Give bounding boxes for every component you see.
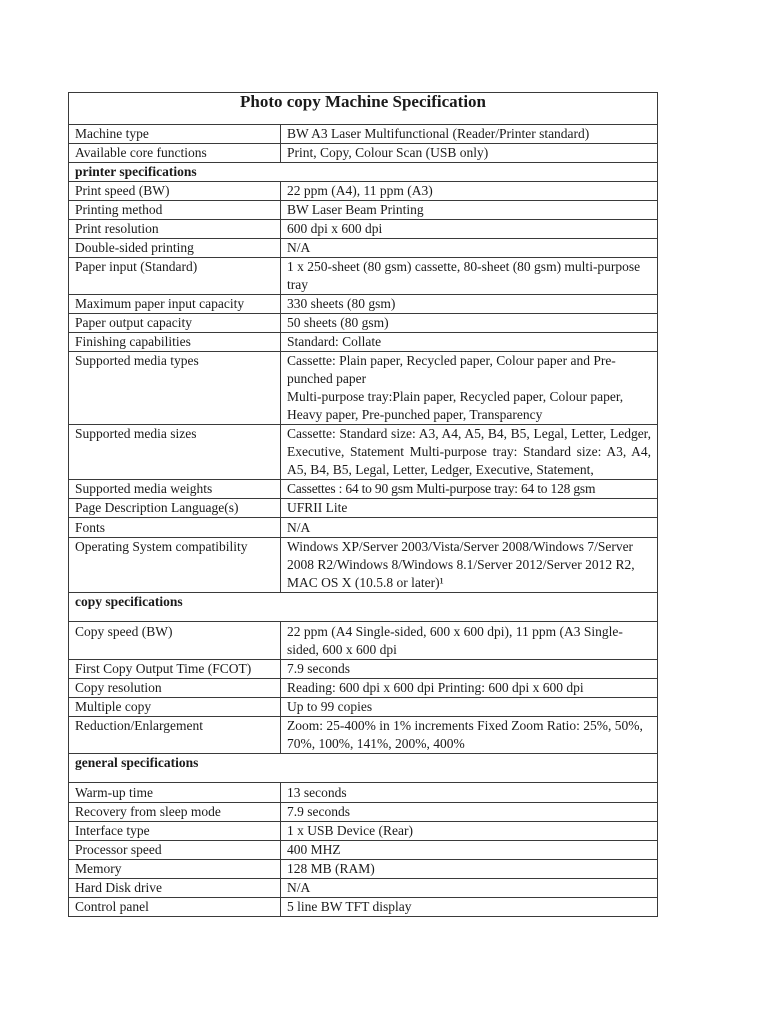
spec-value: Cassettes : 64 to 90 gsm Multi-purpose tray: 64 to 128 gsm — [281, 480, 658, 499]
spec-value: Reading: 600 dpi x 600 dpi Printing: 600 dpi x 600 dpi — [281, 679, 658, 698]
spec-label: Recovery from sleep mode — [69, 803, 281, 822]
table-row — [69, 333, 658, 352]
table-row — [69, 295, 658, 314]
spec-value-line: Cassette: Plain paper, Recycled paper, Colour paper and Pre-punched paper — [287, 353, 616, 386]
table-row — [69, 822, 658, 841]
table-title: Photo copy Machine Specification — [69, 93, 658, 125]
spec-label: Paper output capacity — [69, 314, 281, 333]
table-row — [69, 201, 658, 220]
spec-table — [68, 92, 658, 917]
table-row — [69, 220, 658, 239]
spec-label: Interface type — [69, 822, 281, 841]
table-row — [69, 622, 658, 660]
section-heading-copy: copy specifications — [69, 593, 658, 622]
spec-value: 13 seconds — [281, 783, 658, 803]
spec-label: Operating System compatibility — [69, 538, 281, 593]
spec-label: Machine type — [69, 125, 281, 144]
spec-value: Standard: Collate — [281, 333, 658, 352]
spec-value: 600 dpi x 600 dpi — [281, 220, 658, 239]
spec-label: Print speed (BW) — [69, 182, 281, 201]
table-row — [69, 803, 658, 822]
spec-label: Multiple copy — [69, 698, 281, 717]
section-row — [69, 754, 658, 783]
spec-label: Finishing capabilities — [69, 333, 281, 352]
table-row — [69, 783, 658, 803]
spec-label: Copy speed (BW) — [69, 622, 281, 660]
spec-value: N/A — [281, 239, 658, 258]
section-heading-printer: printer specifications — [69, 163, 658, 182]
spec-label: Paper input (Standard) — [69, 258, 281, 295]
spec-value: 5 line BW TFT display — [281, 898, 658, 917]
spec-label: Control panel — [69, 898, 281, 917]
spec-value: Print, Copy, Colour Scan (USB only) — [281, 144, 658, 163]
spec-label: Print resolution — [69, 220, 281, 239]
table-row — [69, 841, 658, 860]
table-row — [69, 660, 658, 679]
spec-value: 1 x 250-sheet (80 gsm) cassette, 80-sheet (80 gsm) multi-purpose tray — [281, 258, 658, 295]
spec-value: UFRII Lite — [281, 499, 658, 518]
spec-value: BW A3 Laser Multifunctional (Reader/Printer standard) — [281, 125, 658, 144]
table-row — [69, 425, 658, 480]
spec-label: Processor speed — [69, 841, 281, 860]
table-row — [69, 679, 658, 698]
spec-value: Zoom: 25-400% in 1% increments Fixed Zoom Ratio: 25%, 50%, 70%, 100%, 141%, 200%, 400% — [281, 717, 658, 754]
section-heading-general: general specifications — [69, 754, 658, 783]
spec-value: BW Laser Beam Printing — [281, 201, 658, 220]
spec-value: Cassette: Standard size: A3, A4, A5, B4, B5, Legal, Letter, Ledger, Executive, Statement Multi-purpose tray: Standard size: A3, A4, A5, B4, B5, Legal, Letter, Ledger, Executive, Statement, — [281, 425, 658, 480]
spec-value: 50 sheets (80 gsm) — [281, 314, 658, 333]
section-row — [69, 593, 658, 622]
spec-value: 22 ppm (A4), 11 ppm (A3) — [281, 182, 658, 201]
table-row — [69, 879, 658, 898]
table-row — [69, 698, 658, 717]
table-row — [69, 182, 658, 201]
spec-value: 1 x USB Device (Rear) — [281, 822, 658, 841]
table-row — [69, 239, 658, 258]
spec-label: Printing method — [69, 201, 281, 220]
spec-value: N/A — [281, 879, 658, 898]
spec-label: Warm-up time — [69, 783, 281, 803]
spec-label: Memory — [69, 860, 281, 879]
spec-value — [281, 352, 658, 425]
spec-label: Supported media types — [69, 352, 281, 425]
spec-label: Supported media sizes — [69, 425, 281, 480]
table-row — [69, 898, 658, 917]
spec-value: 7.9 seconds — [281, 660, 658, 679]
spec-label: Reduction/Enlargement — [69, 717, 281, 754]
table-row — [69, 480, 658, 499]
spec-label: First Copy Output Time (FCOT) — [69, 660, 281, 679]
table-row — [69, 518, 658, 538]
spec-value: Up to 99 copies — [281, 698, 658, 717]
spec-value: 330 sheets (80 gsm) — [281, 295, 658, 314]
table-row — [69, 352, 658, 425]
spec-label: Fonts — [69, 518, 281, 538]
table-row — [69, 538, 658, 593]
spec-value: 128 MB (RAM) — [281, 860, 658, 879]
spec-label: Double-sided printing — [69, 239, 281, 258]
table-row — [69, 125, 658, 144]
spec-label: Supported media weights — [69, 480, 281, 499]
spec-label: Hard Disk drive — [69, 879, 281, 898]
spec-value: 400 MHZ — [281, 841, 658, 860]
table-row — [69, 717, 658, 754]
spec-value: 7.9 seconds — [281, 803, 658, 822]
spec-value: N/A — [281, 518, 658, 538]
section-row — [69, 163, 658, 182]
spec-label: Copy resolution — [69, 679, 281, 698]
table-row — [69, 144, 658, 163]
table-row — [69, 258, 658, 295]
spec-value: Windows XP/Server 2003/Vista/Server 2008/Windows 7/Server 2008 R2/Windows 8/Windows 8.1/Server 2012/Server 2012 R2, MAC OS X (10.5.8 or later)¹ — [281, 538, 658, 593]
spec-label: Page Description Language(s) — [69, 499, 281, 518]
spec-label: Available core functions — [69, 144, 281, 163]
table-row — [69, 860, 658, 879]
spec-value-line: Multi-purpose tray:Plain paper, Recycled paper, Colour paper, Heavy paper, Pre-punched paper, Transparency — [287, 389, 624, 422]
table-row — [69, 499, 658, 518]
spec-value: 22 ppm (A4 Single-sided, 600 x 600 dpi), 11 ppm (A3 Single-sided, 600 x 600 dpi — [281, 622, 658, 660]
spec-label: Maximum paper input capacity — [69, 295, 281, 314]
table-row — [69, 314, 658, 333]
